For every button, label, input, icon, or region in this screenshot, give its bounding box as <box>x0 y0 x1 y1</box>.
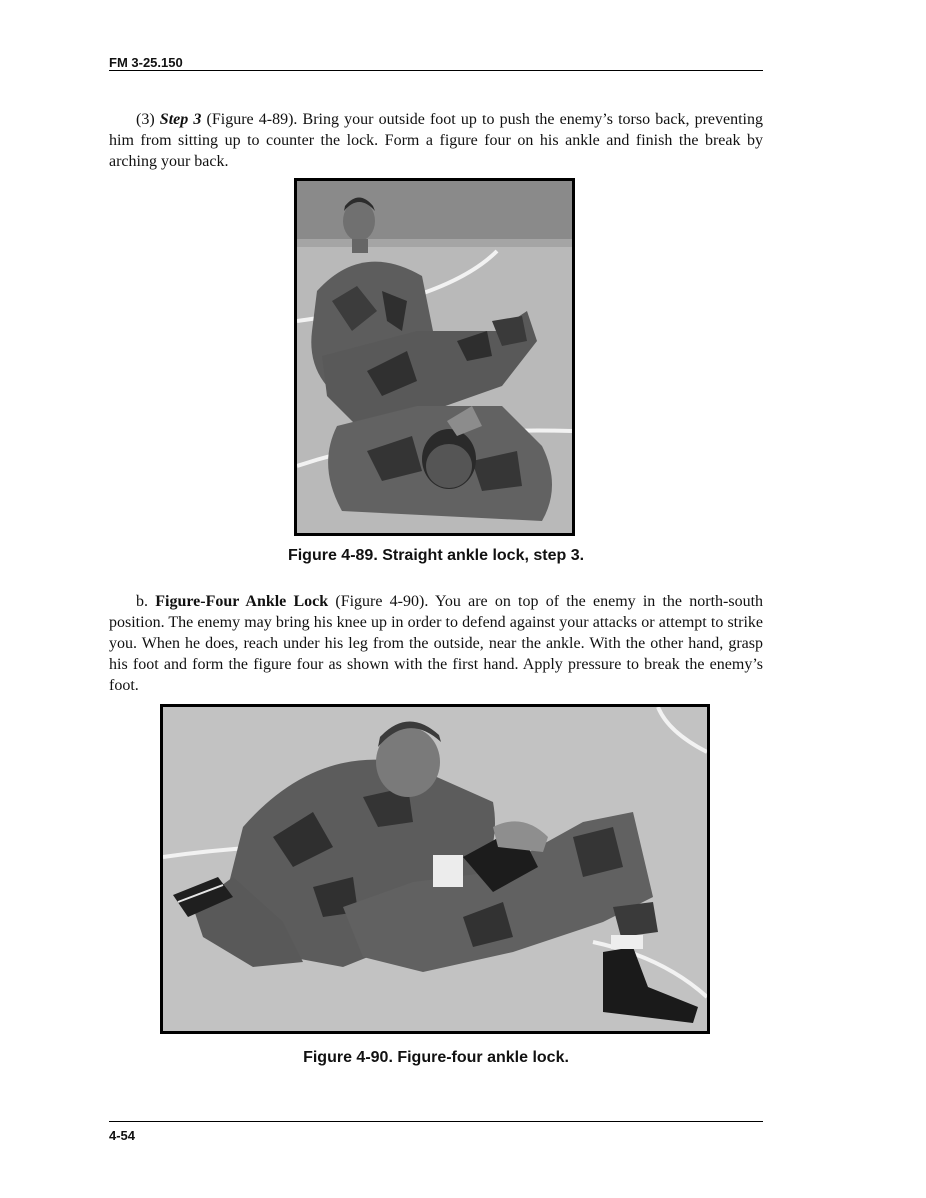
figure-4-90-photo <box>160 704 710 1034</box>
section-b-lead: b. <box>136 593 156 610</box>
figure-4-89-photo <box>294 178 575 536</box>
step3-paragraph <box>109 109 763 172</box>
document-id: FM 3-25.150 <box>109 55 183 70</box>
step3-lead: (3) <box>136 111 160 128</box>
step3-term: Step 3 <box>159 111 202 128</box>
footer-rule <box>109 1121 763 1122</box>
figure-4-89-caption: Figure 4-89. Straight ankle lock, step 3. <box>287 547 585 564</box>
page-number: 4-54 <box>109 1128 136 1143</box>
header-rule <box>109 70 763 71</box>
section-b-text: (Figure 4-90). You are on top of the enemy in the north-south position. The enemy may bring his knee up in order to defend against your attacks or attempt to strike you. When he does, reach under his leg from the outside, near the ankle. With the other hand, grasp his foot and form the figure four as shown with the first hand. Apply pressure to break the enemy’s foot. <box>109 593 764 694</box>
step3-text: (Figure 4-89). Bring your outside foot up to push the enemy’s torso back, preventing him from sitting up to counter the lock. Form a figure four on his ankle and finish the break by arching your back. <box>109 111 764 170</box>
section-b-term: Figure-Four Ankle Lock <box>155 593 329 610</box>
section-b-paragraph <box>109 591 763 696</box>
figure-4-90-caption: Figure 4-90. Figure-four ankle lock. <box>303 1049 569 1066</box>
